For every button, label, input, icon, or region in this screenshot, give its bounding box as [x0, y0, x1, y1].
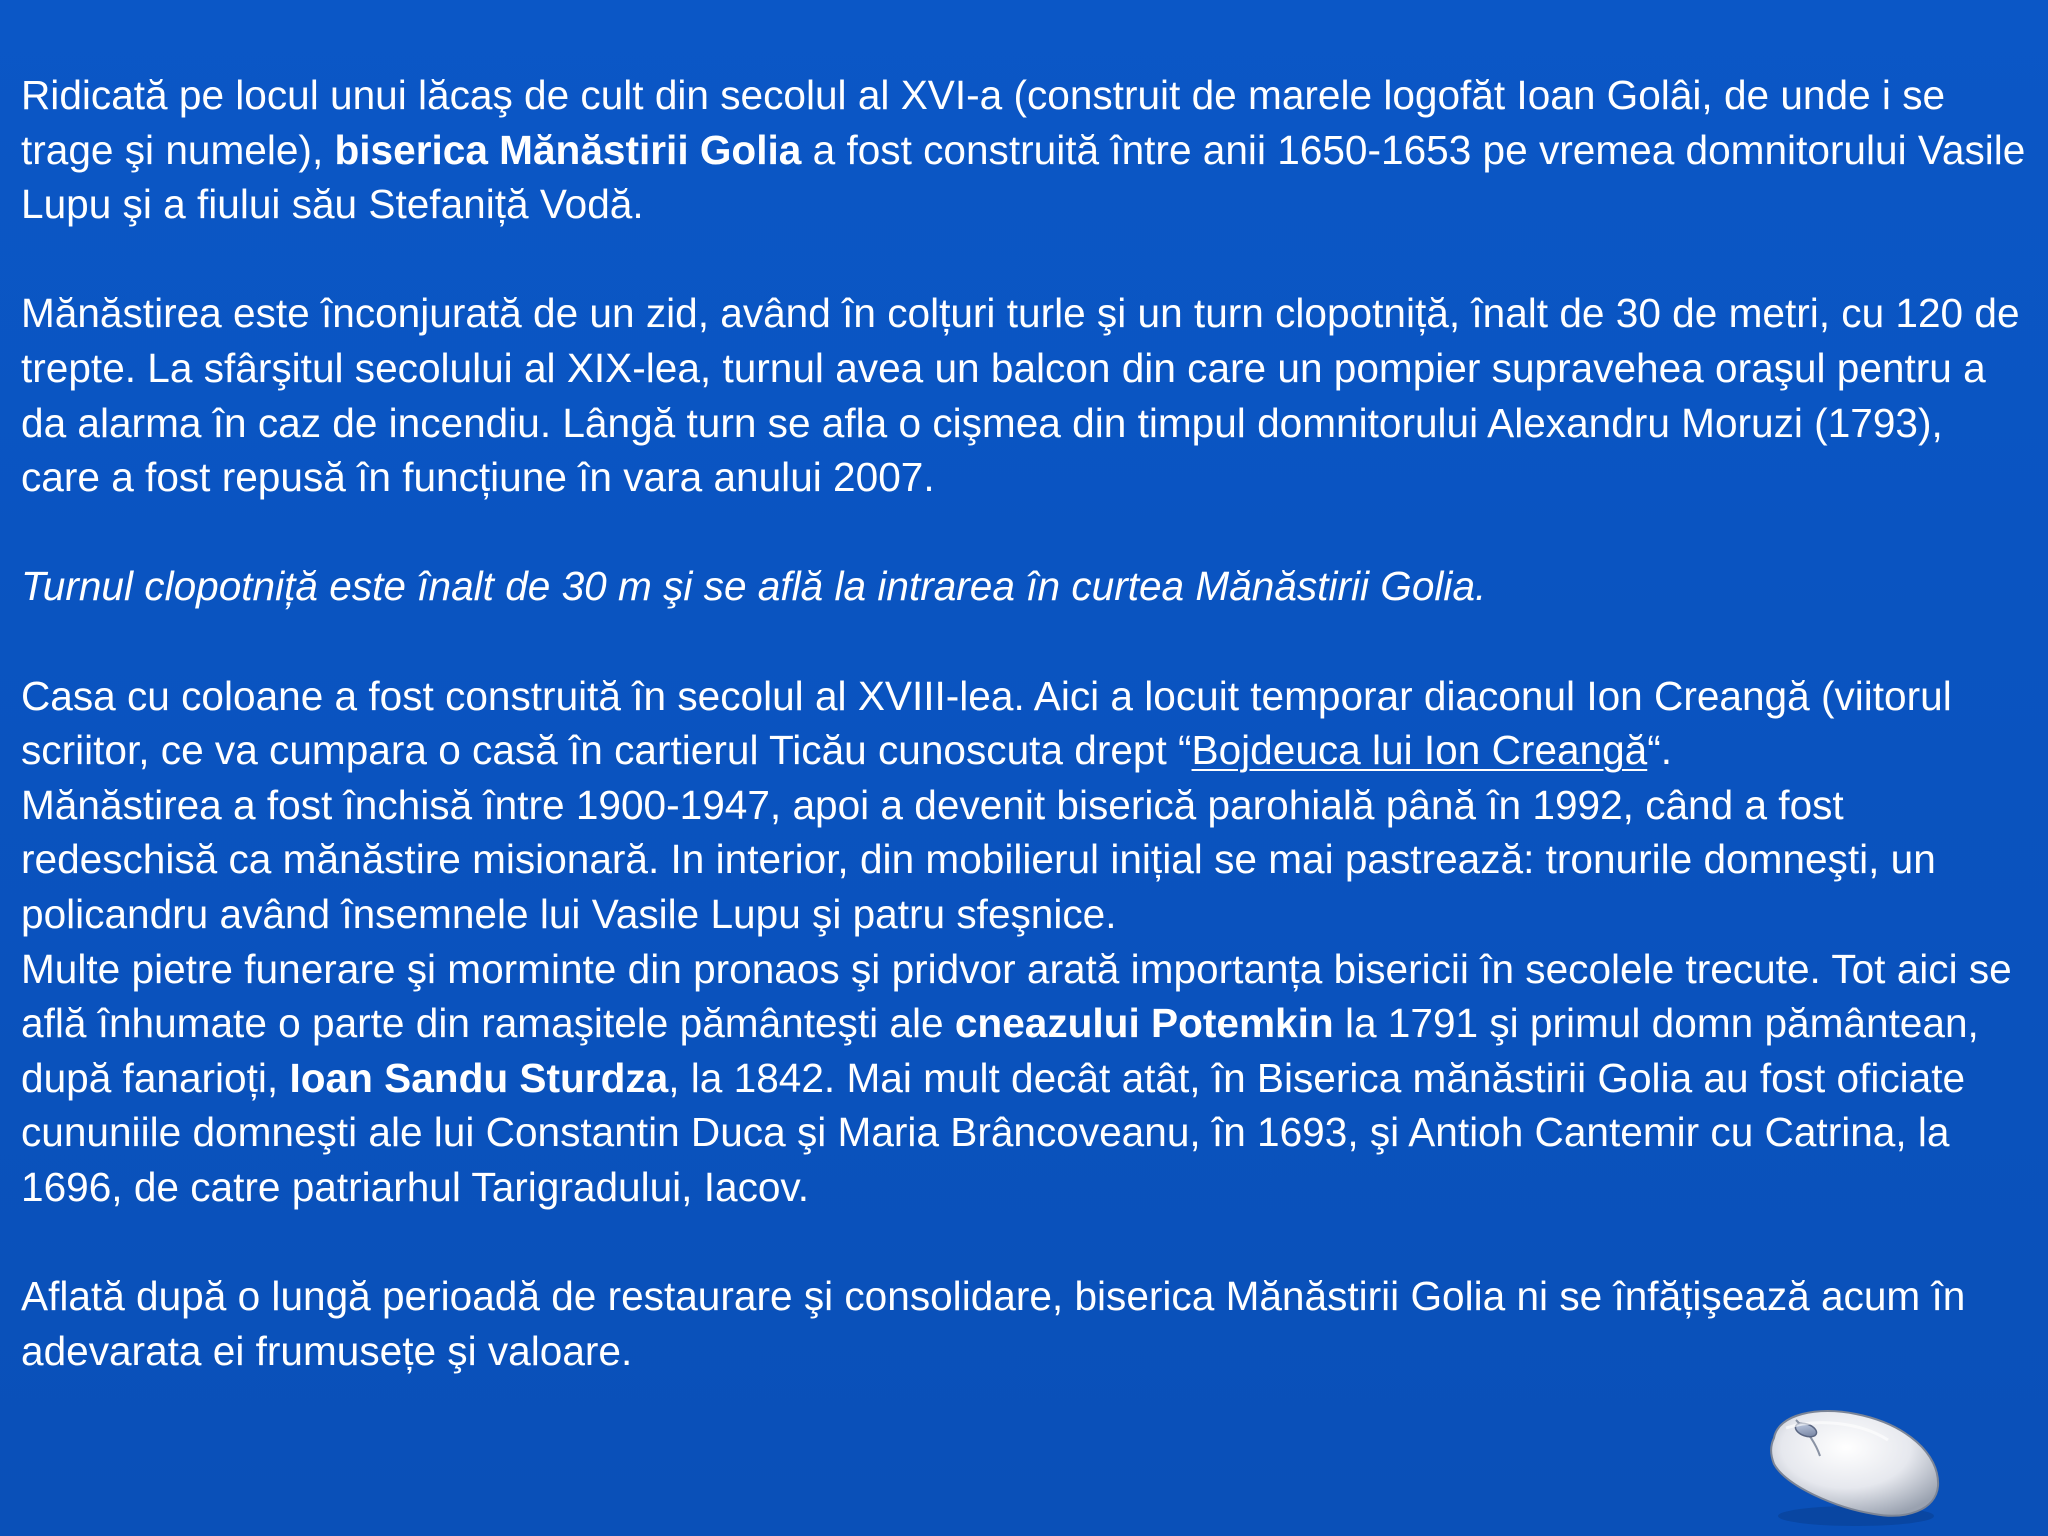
- potemkin-bold: cneazului Potemkin: [954, 1000, 1334, 1047]
- paragraph-column-house: [21, 669, 2031, 778]
- church-name-bold: biserica Mănăstirii Golia: [334, 126, 802, 173]
- paragraph-tombs-text-mid: la 1791 şi primul domn pământean, după fanarioți,: [21, 1000, 1979, 1101]
- paragraph-walls-tower: Mănăstirea este înconjurată de un zid, având în colțuri turle şi un turn clopotniță, înalt de 30 de metri, cu 120 de trepte. La sfârşitul secolului al XIX-lea, turnul avea un balcon din care un pompier supravehea oraşul pentru a da alarma în caz de incendiu. Lângă turn se afla o cişmea din timpul domnitorului Alexandru Moruzi (1793), care a fost repusă în funcțiune în vara anului 2007.: [21, 290, 2020, 501]
- paragraph-gap: [21, 232, 2031, 287]
- paragraph-bell-tower-italic: Turnul clopotniță este înalt de 30 m şi se află la intrarea în curtea Mănăstirii Golia.: [21, 563, 1487, 610]
- paragraph-history-text: Ridicată pe locul unui lăcaş de cult din secolul al XVI-a (construit de marele logofăt Ioan Golâi, de unde i se trage şi numele),: [21, 72, 1946, 173]
- sturdza-bold: Ioan Sandu Sturdza: [289, 1054, 669, 1101]
- paragraph-gap: [21, 614, 2031, 669]
- bojdeuca-link[interactable]: Bojdeuca lui Ion Creangă: [1191, 727, 1648, 774]
- paragraph-column-house-text: Casa cu coloane a fost construită în secolul al XVIII-lea. Aici a locuit temporar diaconul Ion Creangă (viitorul scriitor, ce va cumpara o casă în cartierul Ticău cunoscuta drept “: [21, 672, 1952, 774]
- paragraph-gap: [21, 1214, 2031, 1269]
- paragraph-gap: [21, 505, 2031, 560]
- paragraph-tombs-text: Multe pietre funerare şi morminte din pronaos şi pridvor arată importanța bisericii în secolele trecute. Tot aici se află înhumate o parte din ramaşitele pământeşti ale: [21, 945, 2012, 1047]
- paragraph-tombs: [21, 942, 2031, 1215]
- computer-mouse-icon[interactable]: [1756, 1404, 1946, 1528]
- paragraph-closure: Mănăstirea a fost închisă între 1900-1947, apoi a devenit biserică parohială până în 1992, când a fost redeschisă ca mănăstire misionară. In interior, din mobilierul inițial se mai pastrează: tronurile domneşti, un policandru având însemnele lui Vasile Lupu şi patru sfeşnice.: [21, 781, 1936, 937]
- paragraph-tombs-text-end: , la 1842. Mai mult decât atât, în Biserica mănăstirii Golia au fost oficiate cununiile domneşti ale lui Constantin Duca şi Maria Brâncoveanu, în 1693, şi Antioh Cantemir cu Catrina, la 1696, de catre patriarhul Tarigradului, Iacov.: [21, 1054, 1966, 1210]
- slide-text-body: [21, 68, 2031, 1378]
- paragraph-restoration: Aflată după o lungă perioadă de restaurare şi consolidare, biserica Mănăstirii Golia ni se înfățişează acum în adevarata ei frumusețe şi valoare.: [21, 1273, 1966, 1374]
- paragraph-history-text-end: a fost construită între anii 1650-1653 pe vremea domnitorului Vasile Lupu şi a fiului său Stefaniță Vodă.: [21, 126, 2026, 228]
- paragraph-history: [21, 68, 2031, 232]
- paragraph-column-house-end: “.: [1647, 727, 1673, 774]
